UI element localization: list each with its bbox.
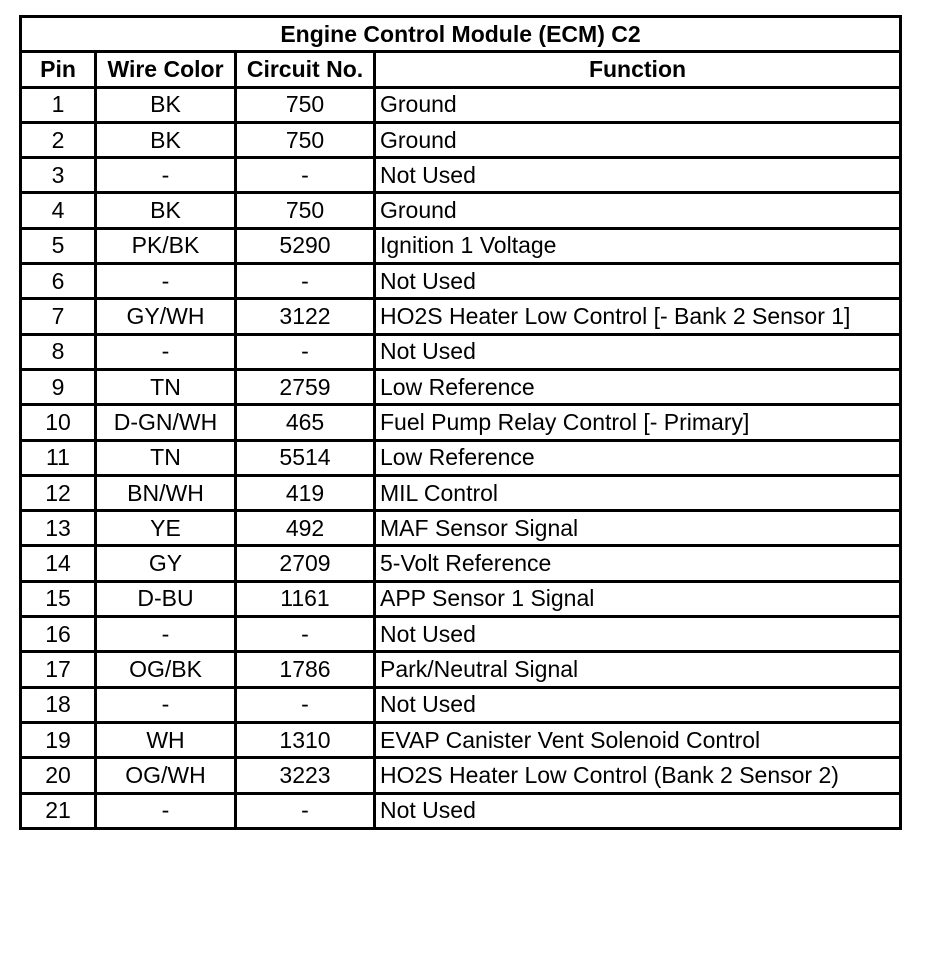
- cell-circuit-no: 492: [236, 511, 375, 546]
- cell-pin: 19: [21, 722, 96, 757]
- table-row: [21, 617, 901, 652]
- cell-function: MIL Control: [375, 475, 901, 510]
- cell-circuit-no: 2759: [236, 369, 375, 404]
- cell-circuit-no: 3122: [236, 299, 375, 334]
- cell-function: MAF Sensor Signal: [375, 511, 901, 546]
- cell-pin: 2: [21, 122, 96, 157]
- table-row: [21, 687, 901, 722]
- cell-circuit-no: 750: [236, 122, 375, 157]
- table-row: [21, 546, 901, 581]
- cell-function: HO2S Heater Low Control (Bank 2 Sensor 2): [375, 758, 901, 793]
- cell-function: Low Reference: [375, 440, 901, 475]
- cell-circuit-no: 750: [236, 193, 375, 228]
- cell-wire-color: TN: [96, 440, 236, 475]
- table-row: [21, 228, 901, 263]
- header-row: [21, 52, 901, 87]
- table-row: [21, 581, 901, 616]
- table-row: [21, 158, 901, 193]
- table-row: [21, 440, 901, 475]
- cell-circuit-no: 465: [236, 405, 375, 440]
- cell-wire-color: YE: [96, 511, 236, 546]
- header-circuit-no: Circuit No.: [236, 52, 375, 87]
- cell-function: Park/Neutral Signal: [375, 652, 901, 687]
- cell-function: Ground: [375, 122, 901, 157]
- cell-wire-color: GY/WH: [96, 299, 236, 334]
- cell-circuit-no: 1786: [236, 652, 375, 687]
- cell-function: Ignition 1 Voltage: [375, 228, 901, 263]
- table-row: [21, 652, 901, 687]
- cell-wire-color: PK/BK: [96, 228, 236, 263]
- cell-wire-color: OG/BK: [96, 652, 236, 687]
- title-row: [21, 17, 901, 52]
- cell-function: EVAP Canister Vent Solenoid Control: [375, 722, 901, 757]
- cell-circuit-no: -: [236, 617, 375, 652]
- cell-pin: 13: [21, 511, 96, 546]
- cell-pin: 16: [21, 617, 96, 652]
- cell-pin: 6: [21, 264, 96, 299]
- cell-circuit-no: 1310: [236, 722, 375, 757]
- table-row: [21, 193, 901, 228]
- cell-pin: 17: [21, 652, 96, 687]
- cell-function: Not Used: [375, 158, 901, 193]
- cell-wire-color: D-GN/WH: [96, 405, 236, 440]
- table-row: [21, 758, 901, 793]
- header-pin: Pin: [21, 52, 96, 87]
- cell-pin: 15: [21, 581, 96, 616]
- cell-circuit-no: 1161: [236, 581, 375, 616]
- cell-function: Fuel Pump Relay Control [- Primary]: [375, 405, 901, 440]
- cell-wire-color: -: [96, 687, 236, 722]
- cell-wire-color: -: [96, 264, 236, 299]
- table-row: [21, 793, 901, 828]
- cell-pin: 18: [21, 687, 96, 722]
- cell-pin: 4: [21, 193, 96, 228]
- cell-function: APP Sensor 1 Signal: [375, 581, 901, 616]
- cell-function: Low Reference: [375, 369, 901, 404]
- cell-function: HO2S Heater Low Control [- Bank 2 Sensor 1]: [375, 299, 901, 334]
- cell-wire-color: -: [96, 158, 236, 193]
- cell-circuit-no: 5514: [236, 440, 375, 475]
- table-row: [21, 369, 901, 404]
- cell-circuit-no: -: [236, 334, 375, 369]
- header-wire-color: Wire Color: [96, 52, 236, 87]
- cell-circuit-no: -: [236, 687, 375, 722]
- table-title: Engine Control Module (ECM) C2: [21, 17, 901, 52]
- cell-function: Not Used: [375, 264, 901, 299]
- table-row: [21, 405, 901, 440]
- table-body: [21, 87, 901, 828]
- cell-wire-color: -: [96, 334, 236, 369]
- cell-wire-color: GY: [96, 546, 236, 581]
- cell-function: Ground: [375, 87, 901, 122]
- cell-function: Not Used: [375, 334, 901, 369]
- cell-wire-color: D-BU: [96, 581, 236, 616]
- cell-pin: 8: [21, 334, 96, 369]
- cell-pin: 1: [21, 87, 96, 122]
- cell-wire-color: BN/WH: [96, 475, 236, 510]
- cell-pin: 5: [21, 228, 96, 263]
- cell-circuit-no: 2709: [236, 546, 375, 581]
- cell-circuit-no: -: [236, 793, 375, 828]
- cell-pin: 7: [21, 299, 96, 334]
- cell-pin: 10: [21, 405, 96, 440]
- table-row: [21, 511, 901, 546]
- cell-pin: 12: [21, 475, 96, 510]
- table-row: [21, 122, 901, 157]
- cell-circuit-no: 5290: [236, 228, 375, 263]
- cell-function: Not Used: [375, 617, 901, 652]
- table-row: [21, 334, 901, 369]
- cell-pin: 21: [21, 793, 96, 828]
- cell-wire-color: BK: [96, 87, 236, 122]
- cell-function: Not Used: [375, 687, 901, 722]
- cell-function: Ground: [375, 193, 901, 228]
- cell-circuit-no: 419: [236, 475, 375, 510]
- cell-wire-color: BK: [96, 122, 236, 157]
- cell-circuit-no: 3223: [236, 758, 375, 793]
- cell-wire-color: OG/WH: [96, 758, 236, 793]
- ecm-connector-table: [19, 15, 902, 830]
- cell-wire-color: TN: [96, 369, 236, 404]
- cell-pin: 11: [21, 440, 96, 475]
- cell-wire-color: -: [96, 617, 236, 652]
- cell-function: 5-Volt Reference: [375, 546, 901, 581]
- cell-pin: 9: [21, 369, 96, 404]
- header-function: Function: [375, 52, 901, 87]
- cell-wire-color: WH: [96, 722, 236, 757]
- table-row: [21, 299, 901, 334]
- cell-wire-color: BK: [96, 193, 236, 228]
- cell-function: Not Used: [375, 793, 901, 828]
- cell-circuit-no: -: [236, 158, 375, 193]
- cell-circuit-no: -: [236, 264, 375, 299]
- table-row: [21, 264, 901, 299]
- table-row: [21, 87, 901, 122]
- cell-circuit-no: 750: [236, 87, 375, 122]
- cell-pin: 3: [21, 158, 96, 193]
- cell-pin: 20: [21, 758, 96, 793]
- cell-wire-color: -: [96, 793, 236, 828]
- cell-pin: 14: [21, 546, 96, 581]
- table-row: [21, 475, 901, 510]
- table-row: [21, 722, 901, 757]
